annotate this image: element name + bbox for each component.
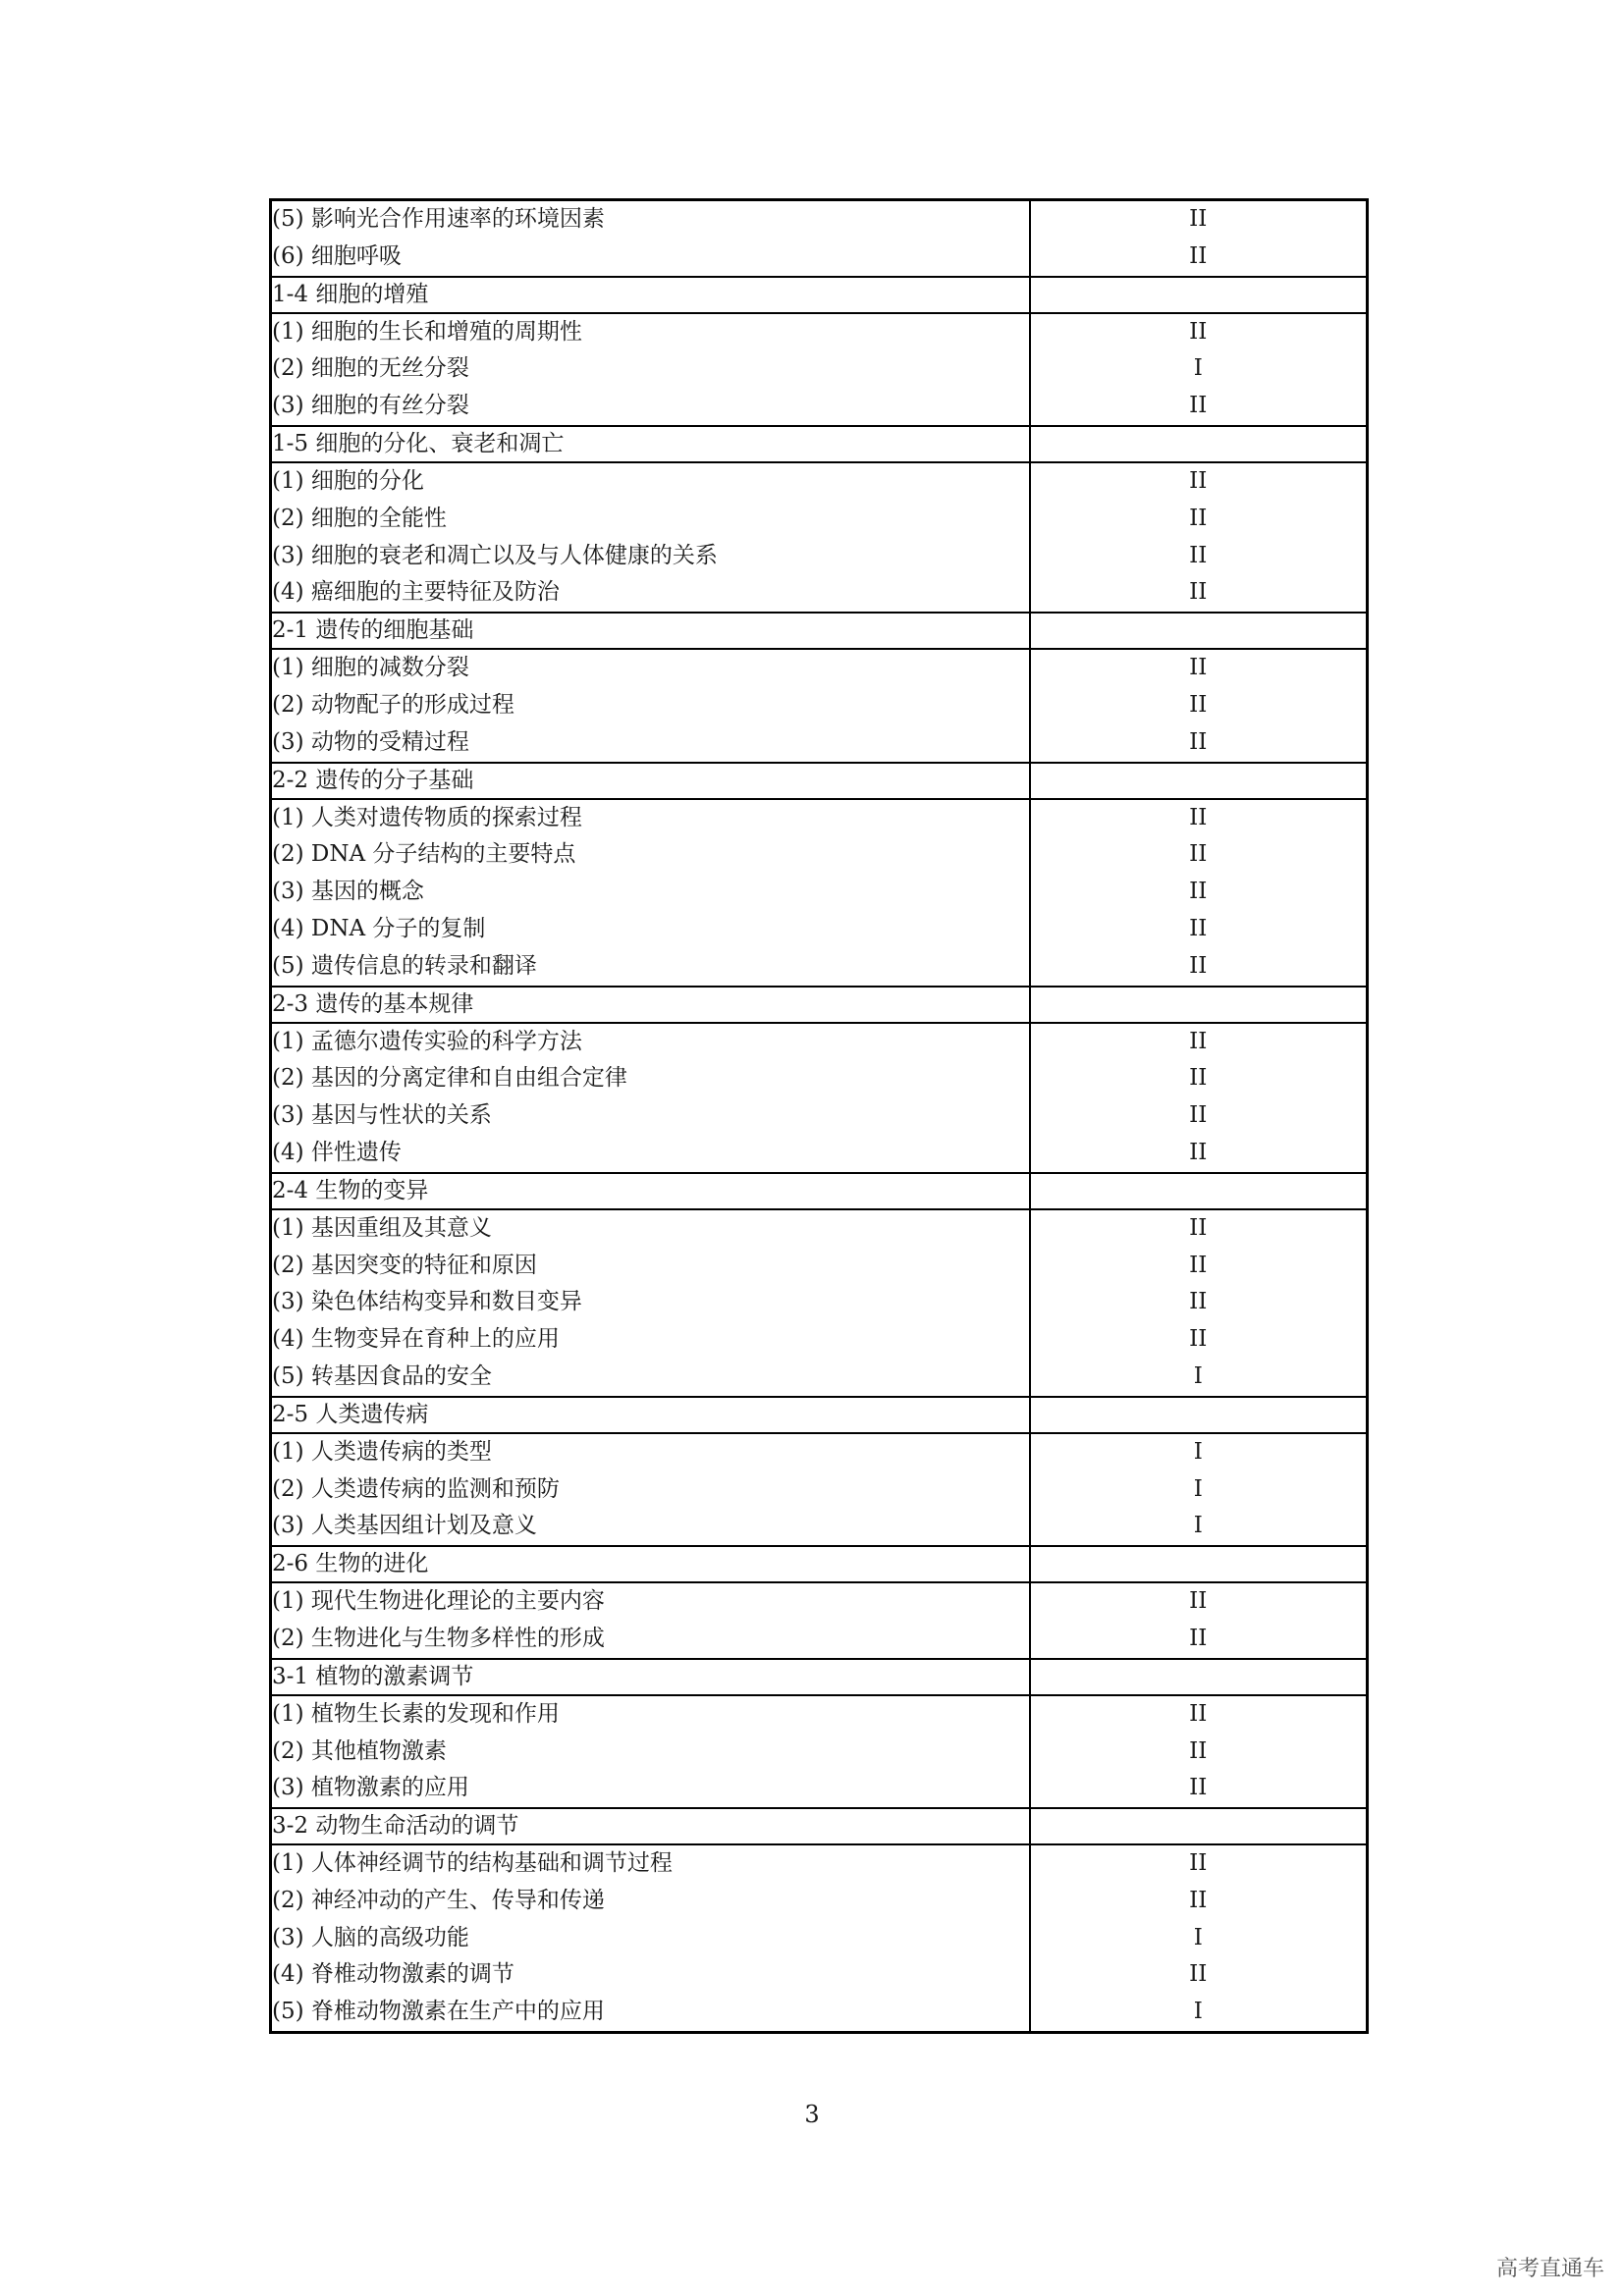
table-row — [271, 462, 1368, 501]
item-level: II — [1030, 1097, 1368, 1135]
item-level: II — [1030, 501, 1368, 538]
item-text: (1) 孟德尔遗传实验的科学方法 — [271, 1023, 1030, 1061]
section-level-empty — [1030, 1808, 1368, 1844]
item-level: II — [1030, 1695, 1368, 1734]
item-text: (1) 人类对遗传物质的探索过程 — [271, 799, 1030, 837]
item-text: (2) 细胞的全能性 — [271, 501, 1030, 538]
item-text: (1) 现代生物进化理论的主要内容 — [271, 1582, 1030, 1621]
section-header-group — [271, 613, 1368, 649]
item-level: II — [1030, 649, 1368, 687]
item-text: (5) 影响光合作用速率的环境因素 — [271, 200, 1030, 239]
item-text: (4) 生物变异在育种上的应用 — [271, 1321, 1030, 1359]
item-level: II — [1030, 799, 1368, 837]
item-level: II — [1030, 239, 1368, 277]
section-title: 1-5 细胞的分化、衰老和凋亡 — [271, 426, 1030, 462]
section-items-group — [271, 462, 1368, 613]
section-title: 2-4 生物的变异 — [271, 1173, 1030, 1209]
item-text: (1) 植物生长素的发现和作用 — [271, 1695, 1030, 1734]
item-text: (2) 基因的分离定律和自由组合定律 — [271, 1060, 1030, 1097]
item-text: (3) 人脑的高级功能 — [271, 1920, 1030, 1957]
item-level: II — [1030, 1770, 1368, 1808]
section-header-row — [271, 1659, 1368, 1695]
table-row — [271, 1471, 1368, 1509]
section-header-group — [271, 426, 1368, 462]
section-header-group — [271, 1546, 1368, 1582]
item-text: (1) 细胞的减数分裂 — [271, 649, 1030, 687]
table-row — [271, 350, 1368, 388]
section-header-row — [271, 1546, 1368, 1582]
item-level: II — [1030, 1209, 1368, 1248]
section-title: 2-2 遗传的分子基础 — [271, 763, 1030, 799]
table-row — [271, 1734, 1368, 1771]
section-header-row — [271, 987, 1368, 1023]
intro-group — [271, 200, 1368, 277]
item-level: II — [1030, 948, 1368, 987]
table-row — [271, 1097, 1368, 1135]
table-row — [271, 239, 1368, 277]
section-header-group — [271, 277, 1368, 313]
section-level-empty — [1030, 1173, 1368, 1209]
table-row — [271, 1135, 1368, 1173]
section-title: 3-1 植物的激素调节 — [271, 1659, 1030, 1695]
table-row — [271, 1209, 1368, 1248]
item-level: II — [1030, 462, 1368, 501]
section-items-group — [271, 313, 1368, 426]
item-level: II — [1030, 874, 1368, 911]
section-title: 2-5 人类遗传病 — [271, 1397, 1030, 1433]
section-header-group — [271, 763, 1368, 799]
section-level-empty — [1030, 613, 1368, 649]
section-header-row — [271, 613, 1368, 649]
item-level: II — [1030, 1135, 1368, 1173]
item-level: II — [1030, 574, 1368, 613]
watermark-text: 高考直通车 — [1495, 2257, 1604, 2281]
section-level-empty — [1030, 426, 1368, 462]
table-row — [271, 836, 1368, 874]
item-level: II — [1030, 836, 1368, 874]
table-row — [271, 1321, 1368, 1359]
section-title: 2-6 生物的进化 — [271, 1546, 1030, 1582]
section-level-empty — [1030, 763, 1368, 799]
table-row — [271, 911, 1368, 948]
item-text: (3) 基因的概念 — [271, 874, 1030, 911]
section-header-group — [271, 987, 1368, 1023]
item-text: (2) 细胞的无丝分裂 — [271, 350, 1030, 388]
table-row — [271, 1248, 1368, 1285]
table-row — [271, 948, 1368, 987]
table-row — [271, 1621, 1368, 1659]
item-text: (4) DNA 分子的复制 — [271, 911, 1030, 948]
section-items-group — [271, 1844, 1368, 2032]
section-title: 2-3 遗传的基本规律 — [271, 987, 1030, 1023]
item-text: (3) 基因与性状的关系 — [271, 1097, 1030, 1135]
item-text: (1) 基因重组及其意义 — [271, 1209, 1030, 1248]
section-items-group — [271, 649, 1368, 762]
section-level-empty — [1030, 1659, 1368, 1695]
page-number: 3 — [804, 2101, 820, 2128]
table-row — [271, 1994, 1368, 2032]
section-header-row — [271, 426, 1368, 462]
section-items-group — [271, 1582, 1368, 1659]
item-level: II — [1030, 687, 1368, 724]
item-level: I — [1030, 1508, 1368, 1546]
item-level: II — [1030, 538, 1368, 575]
item-text: (5) 转基因食品的安全 — [271, 1359, 1030, 1397]
table-row — [271, 1883, 1368, 1920]
item-level: II — [1030, 1284, 1368, 1321]
table-row — [271, 799, 1368, 837]
item-level: II — [1030, 1060, 1368, 1097]
table-row — [271, 574, 1368, 613]
section-level-empty — [1030, 1546, 1368, 1582]
item-level: I — [1030, 1471, 1368, 1509]
table-row — [271, 1844, 1368, 1883]
item-text: (3) 细胞的衰老和凋亡以及与人体健康的关系 — [271, 538, 1030, 575]
section-header-group — [271, 1808, 1368, 1844]
item-level: II — [1030, 313, 1368, 351]
section-header-row — [271, 763, 1368, 799]
section-title: 2-1 遗传的细胞基础 — [271, 613, 1030, 649]
item-level: II — [1030, 1956, 1368, 1994]
section-items-group — [271, 1433, 1368, 1546]
item-level: I — [1030, 350, 1368, 388]
table-row — [271, 724, 1368, 763]
item-text: (4) 伴性遗传 — [271, 1135, 1030, 1173]
item-text: (2) 动物配子的形成过程 — [271, 687, 1030, 724]
item-text: (5) 遗传信息的转录和翻译 — [271, 948, 1030, 987]
table-row — [271, 1695, 1368, 1734]
item-text: (1) 人体神经调节的结构基础和调节过程 — [271, 1844, 1030, 1883]
item-level: I — [1030, 1433, 1368, 1471]
section-items-group — [271, 799, 1368, 987]
section-header-row — [271, 1397, 1368, 1433]
item-text: (3) 细胞的有丝分裂 — [271, 388, 1030, 426]
section-items-group — [271, 1209, 1368, 1397]
item-text: (2) DNA 分子结构的主要特点 — [271, 836, 1030, 874]
table-row — [271, 1433, 1368, 1471]
table-row — [271, 687, 1368, 724]
item-text: (4) 脊椎动物激素的调节 — [271, 1956, 1030, 1994]
table-row — [271, 200, 1368, 239]
table-row — [271, 1770, 1368, 1808]
table-row — [271, 1582, 1368, 1621]
table-row — [271, 649, 1368, 687]
item-text: (6) 细胞呼吸 — [271, 239, 1030, 277]
requirements-table — [269, 198, 1369, 2034]
table-row — [271, 1508, 1368, 1546]
section-header-row — [271, 1173, 1368, 1209]
section-level-empty — [1030, 1397, 1368, 1433]
table-row — [271, 1359, 1368, 1397]
table-row — [271, 1920, 1368, 1957]
section-title: 1-4 细胞的增殖 — [271, 277, 1030, 313]
section-level-empty — [1030, 987, 1368, 1023]
item-level: II — [1030, 200, 1368, 239]
item-text: (2) 其他植物激素 — [271, 1734, 1030, 1771]
item-text: (2) 神经冲动的产生、传导和传递 — [271, 1883, 1030, 1920]
table-row — [271, 501, 1368, 538]
table-row — [271, 1284, 1368, 1321]
table-row — [271, 1023, 1368, 1061]
item-text: (3) 植物激素的应用 — [271, 1770, 1030, 1808]
section-header-group — [271, 1173, 1368, 1209]
section-items-group — [271, 1023, 1368, 1173]
item-text: (3) 人类基因组计划及意义 — [271, 1508, 1030, 1546]
item-level: II — [1030, 1883, 1368, 1920]
item-text: (1) 细胞的生长和增殖的周期性 — [271, 313, 1030, 351]
item-level: II — [1030, 388, 1368, 426]
item-text: (4) 癌细胞的主要特征及防治 — [271, 574, 1030, 613]
item-level: II — [1030, 1734, 1368, 1771]
item-level: II — [1030, 911, 1368, 948]
section-items-group — [271, 1695, 1368, 1808]
section-title: 3-2 动物生命活动的调节 — [271, 1808, 1030, 1844]
table-row — [271, 538, 1368, 575]
section-level-empty — [1030, 277, 1368, 313]
item-level: II — [1030, 724, 1368, 763]
item-text: (2) 生物进化与生物多样性的形成 — [271, 1621, 1030, 1659]
item-level: I — [1030, 1359, 1368, 1397]
item-text: (1) 人类遗传病的类型 — [271, 1433, 1030, 1471]
item-level: II — [1030, 1321, 1368, 1359]
item-level: II — [1030, 1582, 1368, 1621]
item-level: II — [1030, 1844, 1368, 1883]
item-level: II — [1030, 1023, 1368, 1061]
item-level: II — [1030, 1621, 1368, 1659]
table-row — [271, 874, 1368, 911]
table-row — [271, 388, 1368, 426]
item-level: I — [1030, 1994, 1368, 2032]
item-text: (3) 染色体结构变异和数目变异 — [271, 1284, 1030, 1321]
item-text: (2) 基因突变的特征和原因 — [271, 1248, 1030, 1285]
item-text: (2) 人类遗传病的监测和预防 — [271, 1471, 1030, 1509]
item-text: (5) 脊椎动物激素在生产中的应用 — [271, 1994, 1030, 2032]
table-row — [271, 1956, 1368, 1994]
item-text: (3) 动物的受精过程 — [271, 724, 1030, 763]
section-header-row — [271, 277, 1368, 313]
table-row — [271, 313, 1368, 351]
section-header-group — [271, 1659, 1368, 1695]
item-level: II — [1030, 1248, 1368, 1285]
item-text: (1) 细胞的分化 — [271, 462, 1030, 501]
item-level: I — [1030, 1920, 1368, 1957]
table-row — [271, 1060, 1368, 1097]
section-header-row — [271, 1808, 1368, 1844]
section-header-group — [271, 1397, 1368, 1433]
